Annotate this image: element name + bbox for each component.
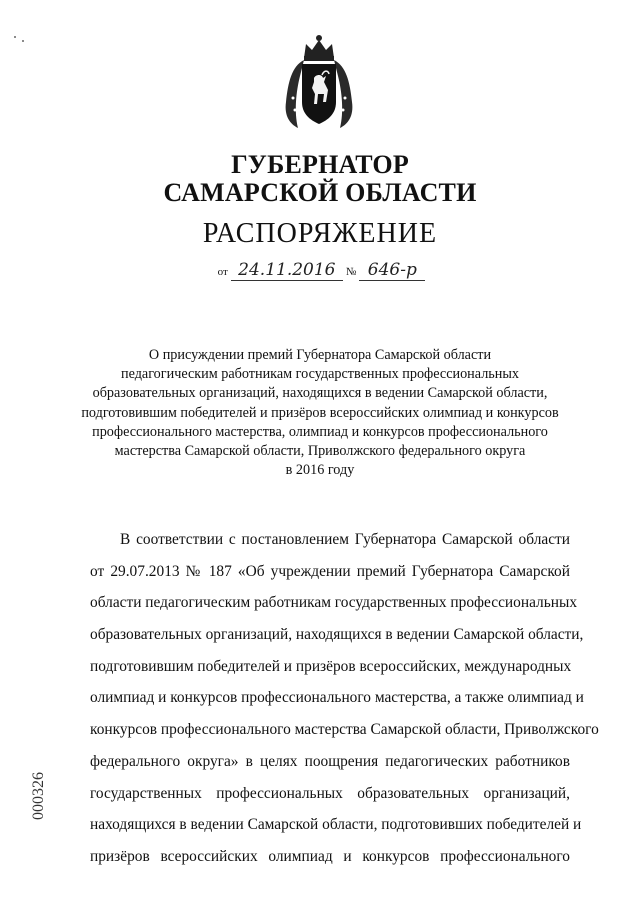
archive-number: 000326 [30, 772, 47, 820]
subject-line: в 2016 году [285, 462, 355, 479]
subject-line: подготовившим победителей и призёров всероссийских олимпиад и конкурсов [81, 404, 559, 421]
body-line: государственных профессиональных образовательных организаций, [90, 784, 570, 802]
subject-line: профессионального мастерства, олимпиад и конкурсов профессионального [92, 423, 548, 440]
date-value: 24.11.2016 [231, 260, 343, 281]
subject-line: О присуждении премий Губернатора Самарской области [148, 347, 492, 363]
body-line: конкурсов профессионального мастерства Самарской области, Приволжского [90, 721, 599, 739]
number-value: 646-р [359, 260, 425, 281]
body-line: федерального округа» в целях поощрения педагогических работников [90, 752, 570, 770]
subject-line: образовательных организаций, находящихся в ведении Самарской области, [92, 385, 548, 402]
scan-speck [22, 40, 24, 42]
body-line: области педагогическим работникам государственных профессиональных [90, 594, 578, 612]
document-subject [60, 346, 580, 480]
document-body [90, 524, 599, 873]
body-line: находящихся в ведении Самарской области, подготовивших победителей и [90, 816, 582, 834]
date-label: от [217, 266, 228, 278]
document-type: РАСПОРЯЖЕНИЕ [202, 218, 438, 249]
body-line: от 29.07.2013 № 187 «Об учреждении премий Губернатора Самарской [90, 562, 570, 580]
body-line: подготовившим победителей и призёров всероссийских, международных [90, 657, 572, 675]
issuer-title-line-2: САМАРСКОЙ ОБЛАСТИ [163, 178, 477, 207]
subject-line: педагогическим работникам государственных профессиональных [121, 366, 519, 383]
body-line: призёров всероссийских олимпиад и конкурсов профессионального [90, 847, 570, 865]
number-label: № [345, 266, 357, 278]
body-line: образовательных организаций, находящихся в ведении Самарской области, [90, 626, 584, 644]
body-line: В соответствии с постановлением Губернатора Самарской области [120, 531, 570, 548]
body-line: олимпиад и конкурсов профессионального мастерства, а также олимпиад и [90, 689, 584, 707]
issuer-title-line-1: ГУБЕРНАТОР [231, 150, 409, 179]
scan-speck [14, 36, 16, 38]
coat-of-arms-icon [284, 32, 354, 130]
subject-line: мастерства Самарской области, Приволжского федерального округа [114, 443, 526, 460]
document-meta [0, 260, 640, 281]
